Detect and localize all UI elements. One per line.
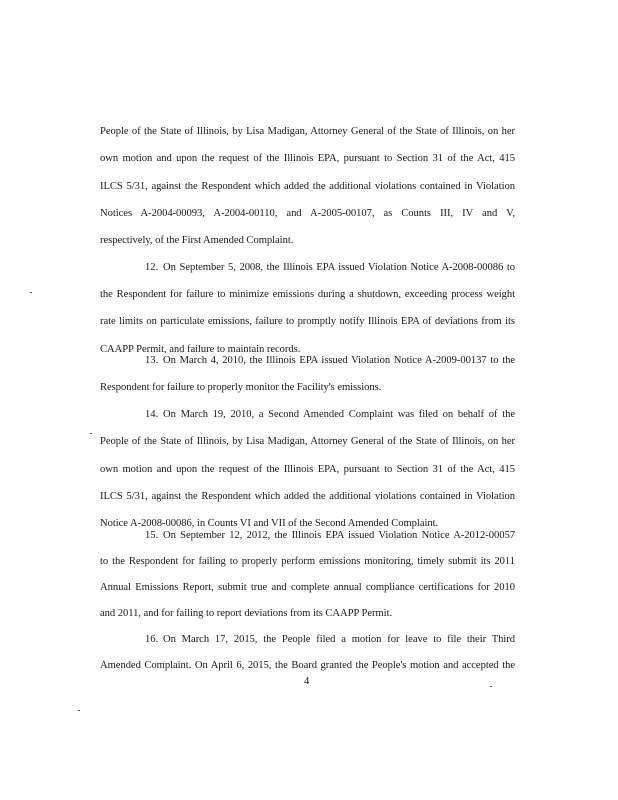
paragraph-line: respectively, of the First Amended Complaint. <box>100 235 294 246</box>
paragraph-line: Respondent for failure to properly monitor the Facility's emissions. <box>100 382 382 393</box>
paragraph-line: On September 5, 2008, the Illinois EPA issued Violation Notice A-2008-00086 to <box>163 262 515 273</box>
paragraph-line: ILCS 5/31, against the Respondent which added the additional violations contained in Violation <box>100 491 515 502</box>
paragraph-line: own motion and upon the request of the Illinois EPA, pursuant to Section 31 of the Act, 415 <box>100 153 515 164</box>
paragraph-line: On March 19, 2010, a Second Amended Complaint was filed on behalf of the <box>163 409 515 420</box>
paragraph-number: 15. <box>145 530 159 541</box>
paragraph-number: 14. <box>145 409 159 420</box>
paragraph-line: On March 17, 2015, the People filed a motion for leave to file their Third <box>163 634 515 645</box>
scan-speck <box>30 292 32 293</box>
paragraph-line: rate limits on particulate emissions, failure to promptly notify Illinois EPA of deviations from its <box>100 316 515 327</box>
paragraph-line: Annual Emissions Report, submit true and complete annual compliance certifications for 2010 <box>100 582 515 593</box>
paragraph-line: People of the State of Illinois, by Lisa Madigan, Attorney General of the State of Illinois, on her <box>100 436 515 447</box>
paragraph-line: and 2011, and for failing to report deviations from its CAAPP Permit. <box>100 608 393 619</box>
paragraph-line: Notice A-2008-00086, in Counts VI and VII of the Second Amended Complaint. <box>100 518 439 529</box>
paragraph-line: own motion and upon the request of the Illinois EPA, pursuant to Section 31 of the Act, 415 <box>100 464 515 475</box>
paragraph-line: the Respondent for failure to minimize emissions during a shutdown, exceeding process weight <box>100 289 515 300</box>
scan-speck <box>78 710 80 711</box>
paragraph-line: On September 12, 2012, the Illinois EPA issued Violation Notice A-2012-00057 <box>163 530 515 541</box>
paragraph-line: ILCS 5/31, against the Respondent which added the additional violations contained in Violation <box>100 181 515 192</box>
paragraph-number: 16. <box>145 634 159 645</box>
paragraph-number: 13. <box>145 355 159 366</box>
scan-speck <box>490 686 492 687</box>
paragraph-line: On March 4, 2010, the Illinois EPA issued Violation Notice A-2009-00137 to the <box>163 355 515 366</box>
paragraph-line: to the Respondent for failing to properly perform emissions monitoring, timely submit its 2011 <box>100 556 515 567</box>
page-number: 4 <box>304 676 310 687</box>
paragraph-line: Amended Complaint. On April 6, 2015, the Board granted the People's motion and accepted the <box>100 660 515 671</box>
paragraph-number: 12. <box>145 262 159 273</box>
scan-speck <box>90 433 92 434</box>
paragraph-line: Notices A-2004-00093, A-2004-00110, and A-2005-00107, as Counts III, IV and V, <box>100 208 515 219</box>
paragraph-line: People of the State of Illinois, by Lisa Madigan, Attorney General of the State of Illinois, on her <box>100 126 515 137</box>
paragraph-line: CAAPP Permit, and failure to maintain records. <box>100 344 301 355</box>
